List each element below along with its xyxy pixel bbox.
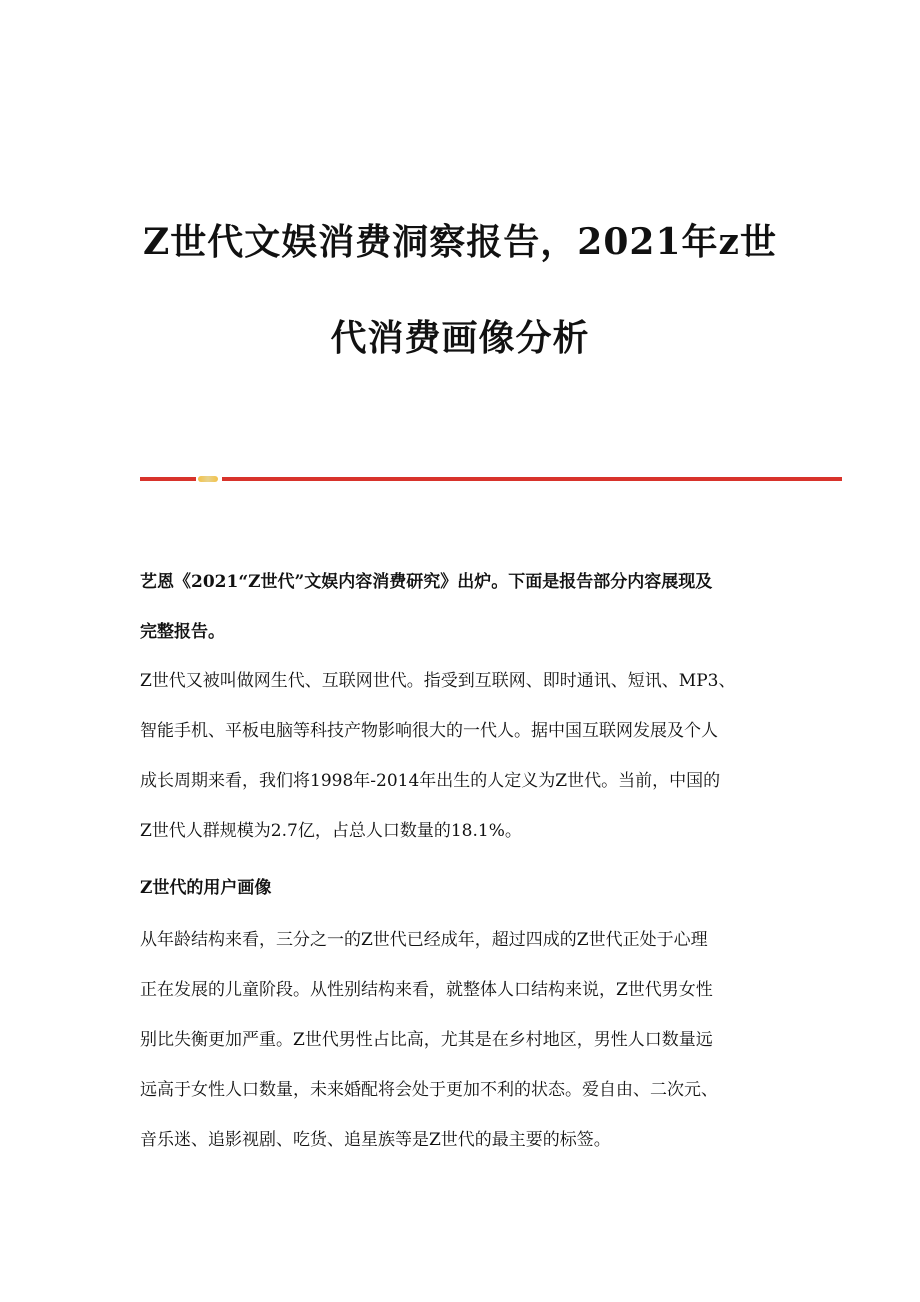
intro-paragraph xyxy=(140,557,780,657)
user-profile-paragraph xyxy=(140,915,780,1165)
divider-bar-left xyxy=(140,477,196,481)
paragraph-line: Z世代人群规模为2.7亿，占总人口数量的18.1%。 xyxy=(140,821,522,841)
page-title-line-2: 代消费画像分析 xyxy=(330,317,590,359)
paragraph-line: 正在发展的儿童阶段。从性别结构来看，就整体人口结构来说，Z世代男女性 xyxy=(140,980,713,1000)
title-divider xyxy=(140,477,842,483)
paragraph-line: 音乐迷、追影视剧、吃货、追星族等是Z世代的最主要的标签。 xyxy=(140,1130,611,1150)
section-heading: Z世代的用户画像 xyxy=(140,878,272,898)
divider-ornament-icon xyxy=(198,476,218,482)
intro-line: 完整报告。 xyxy=(140,622,225,642)
paragraph-line: 智能手机、平板电脑等科技产物影响很大的一代人。据中国互联网发展及个人 xyxy=(140,721,718,741)
intro-line: 艺恩《2021“Z世代”文娱内容消费研究》出炉。下面是报告部分内容展现及 xyxy=(140,572,713,592)
paragraph-line: 远高于女性人口数量，未来婚配将会处于更加不利的状态。爱自由、二次元、 xyxy=(140,1080,718,1100)
paragraph-line: Z世代又被叫做网生代、互联网世代。指受到互联网、即时通讯、短讯、MP3、 xyxy=(140,671,736,691)
paragraph-line: 成长周期来看，我们将1998年-2014年出生的人定义为Z世代。当前，中国的 xyxy=(140,771,721,791)
divider-bar-right xyxy=(222,477,842,481)
page-title-line-1: Z世代文娱消费洞察报告，2021年z世 xyxy=(143,221,777,263)
definition-paragraph xyxy=(140,656,780,856)
paragraph-line: 别比失衡更加严重。Z世代男性占比高，尤其是在乡村地区，男性人口数量远 xyxy=(140,1030,713,1050)
paragraph-line: 从年龄结构来看，三分之一的Z世代已经成年，超过四成的Z世代正处于心理 xyxy=(140,930,708,950)
